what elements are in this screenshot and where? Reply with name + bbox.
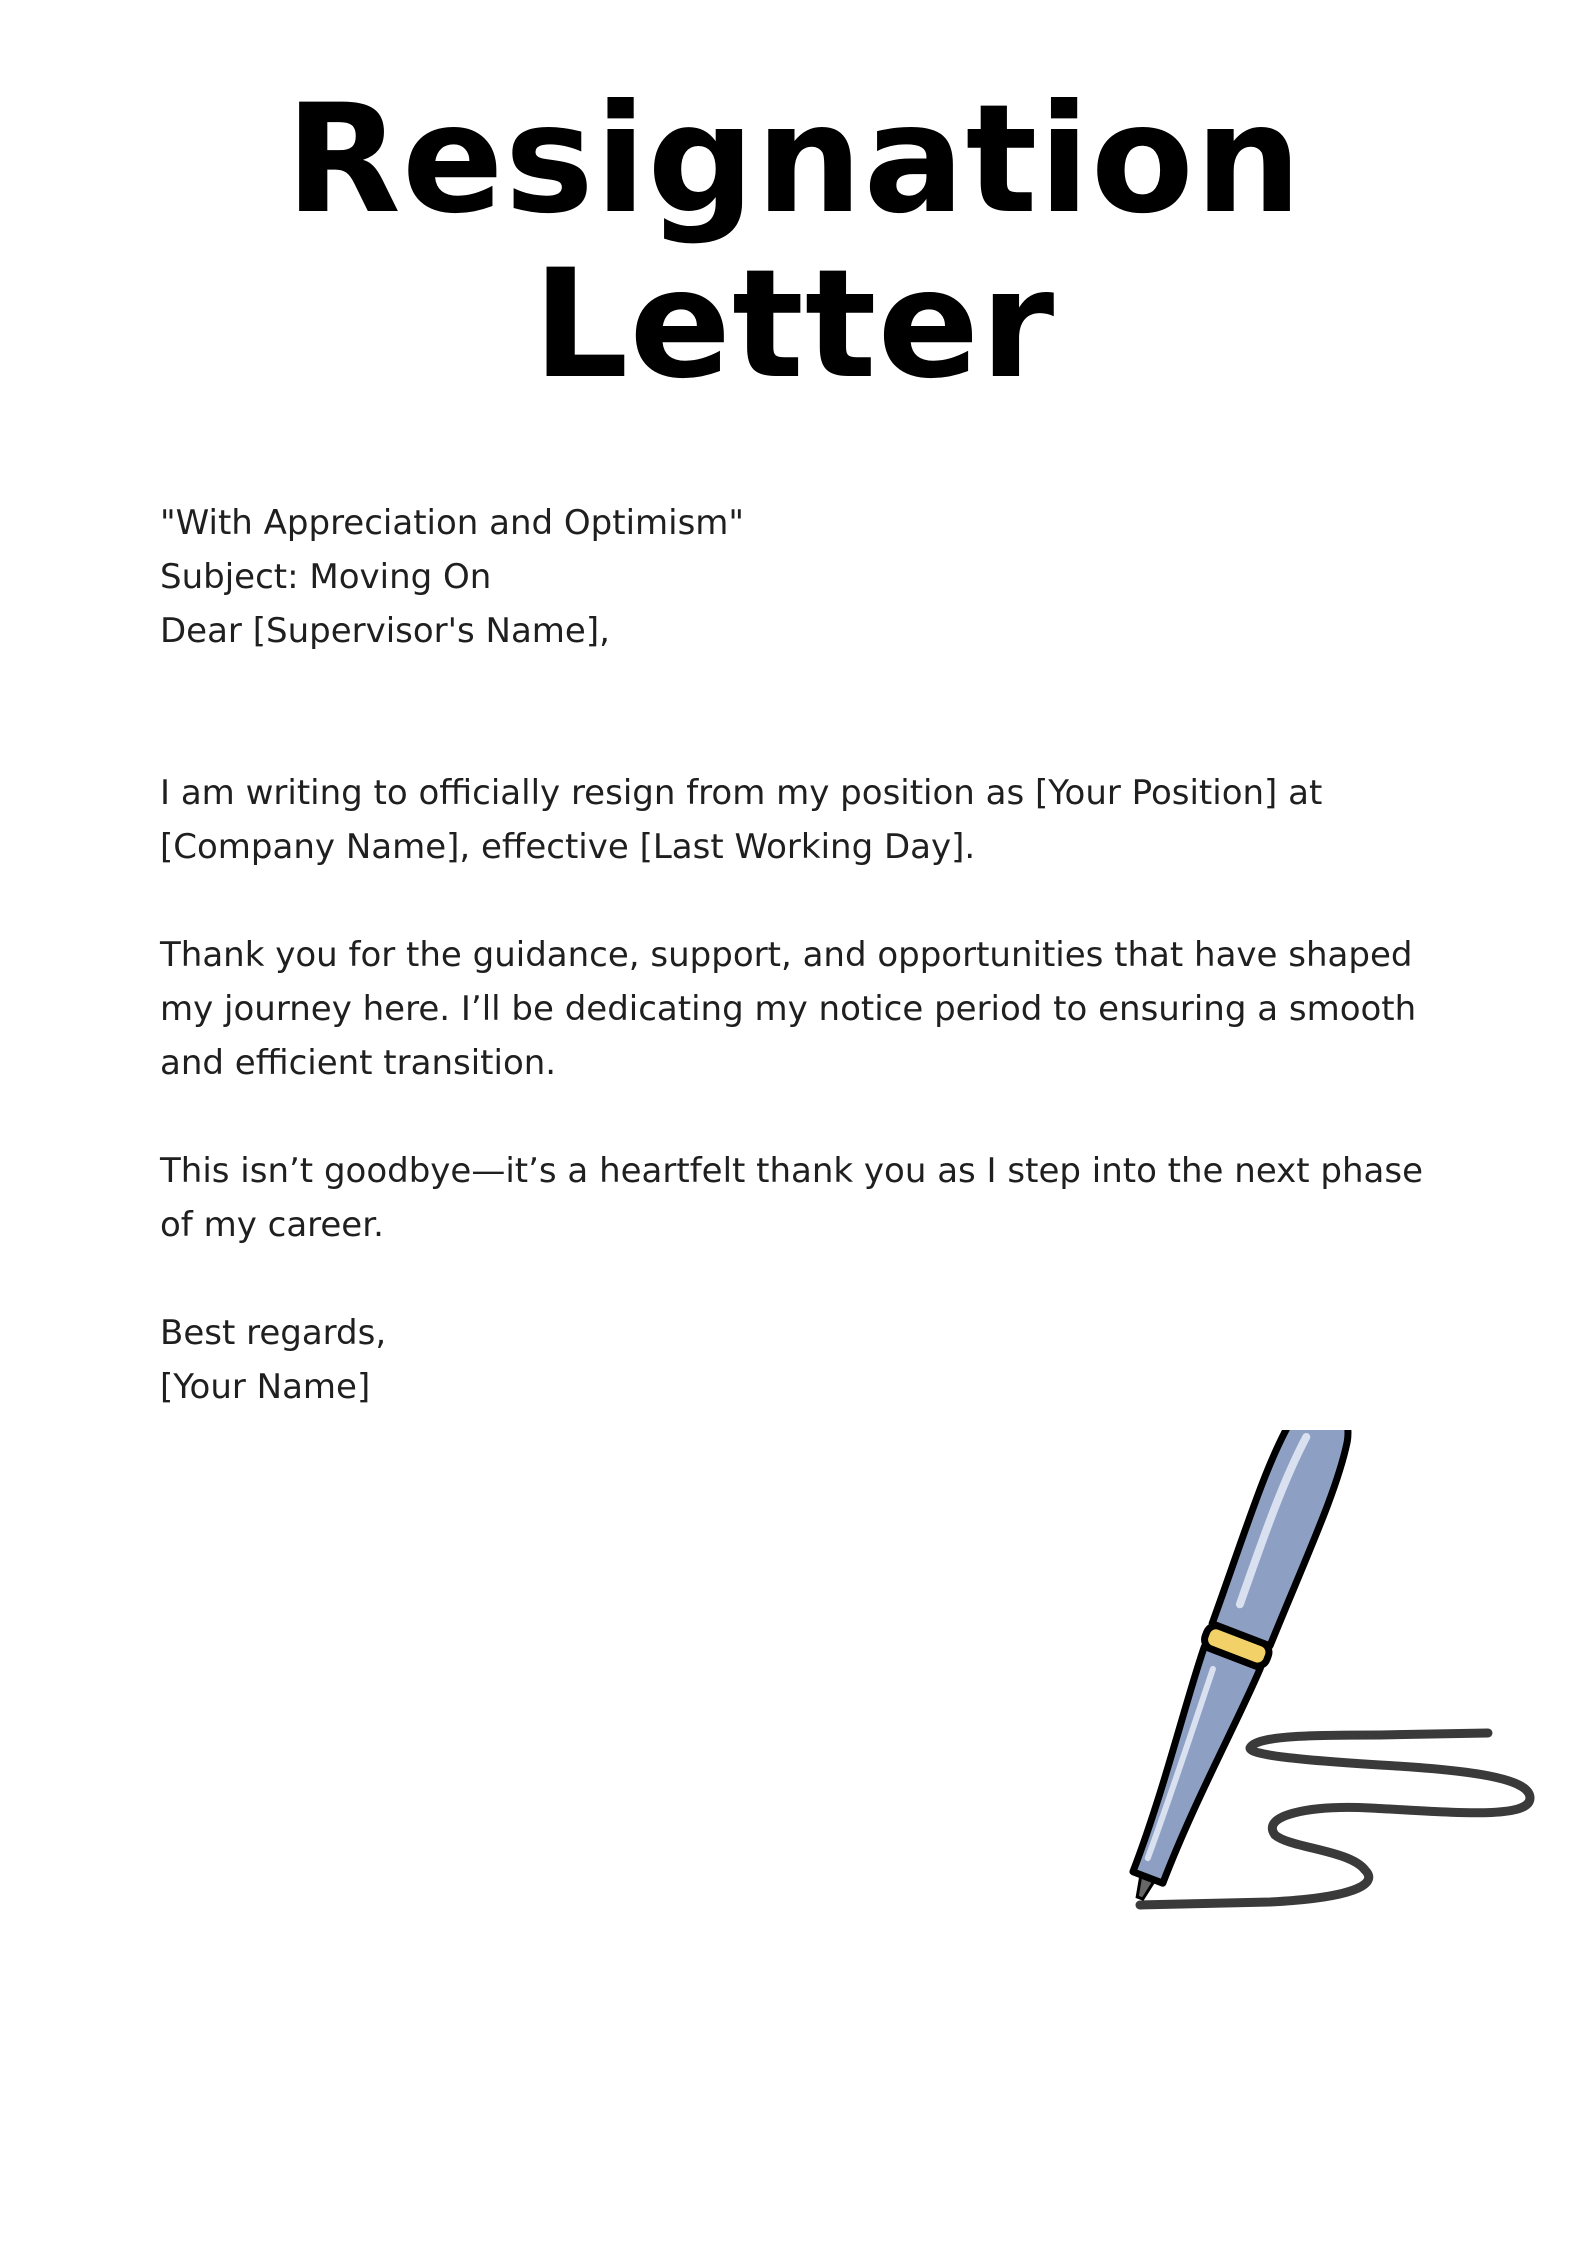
spacer bbox=[160, 1090, 1440, 1144]
pen-lower-barrel bbox=[1120, 1646, 1260, 1888]
paragraph-3-line-2: of my career. bbox=[160, 1205, 384, 1245]
letter-body bbox=[160, 496, 1440, 1414]
heading-quote: "With Appreciation and Optimism" bbox=[160, 503, 745, 543]
letter-header bbox=[160, 496, 1440, 658]
paragraph-2 bbox=[160, 928, 1440, 1090]
paragraph-3 bbox=[160, 1144, 1440, 1252]
paragraph-2-line-1: Thank you for the guidance, support, and opportunities that have shaped bbox=[160, 935, 1413, 975]
paragraph-1-line-1: I am writing to officially resign from my position as [Your Position] at bbox=[160, 773, 1323, 813]
salutation: Dear [Supervisor's Name], bbox=[160, 611, 610, 651]
spacer bbox=[160, 658, 1440, 766]
paragraph-2-line-2: my journey here. I’ll be dedicating my notice period to ensuring a smooth bbox=[160, 989, 1417, 1029]
spacer bbox=[160, 874, 1440, 928]
paragraph-1 bbox=[160, 766, 1440, 874]
paragraph-2-line-3: and efficient transition. bbox=[160, 1043, 557, 1083]
letter-closing bbox=[160, 1306, 1440, 1414]
spacer bbox=[160, 1252, 1440, 1306]
signature-name: [Your Name] bbox=[160, 1367, 371, 1407]
paragraph-1-line-2: [Company Name], effective [Last Working Day]. bbox=[160, 827, 976, 867]
subject-line: Subject: Moving On bbox=[160, 557, 492, 597]
document-title: Resignation Letter bbox=[285, 73, 1303, 412]
paragraph-3-line-1: This isn’t goodbye—it’s a heartfelt thank you as I step into the next phase bbox=[160, 1151, 1424, 1191]
pen-signing-icon bbox=[1120, 1430, 1560, 1920]
closing-line: Best regards, bbox=[160, 1313, 387, 1353]
pen-cap bbox=[1209, 1430, 1362, 1647]
